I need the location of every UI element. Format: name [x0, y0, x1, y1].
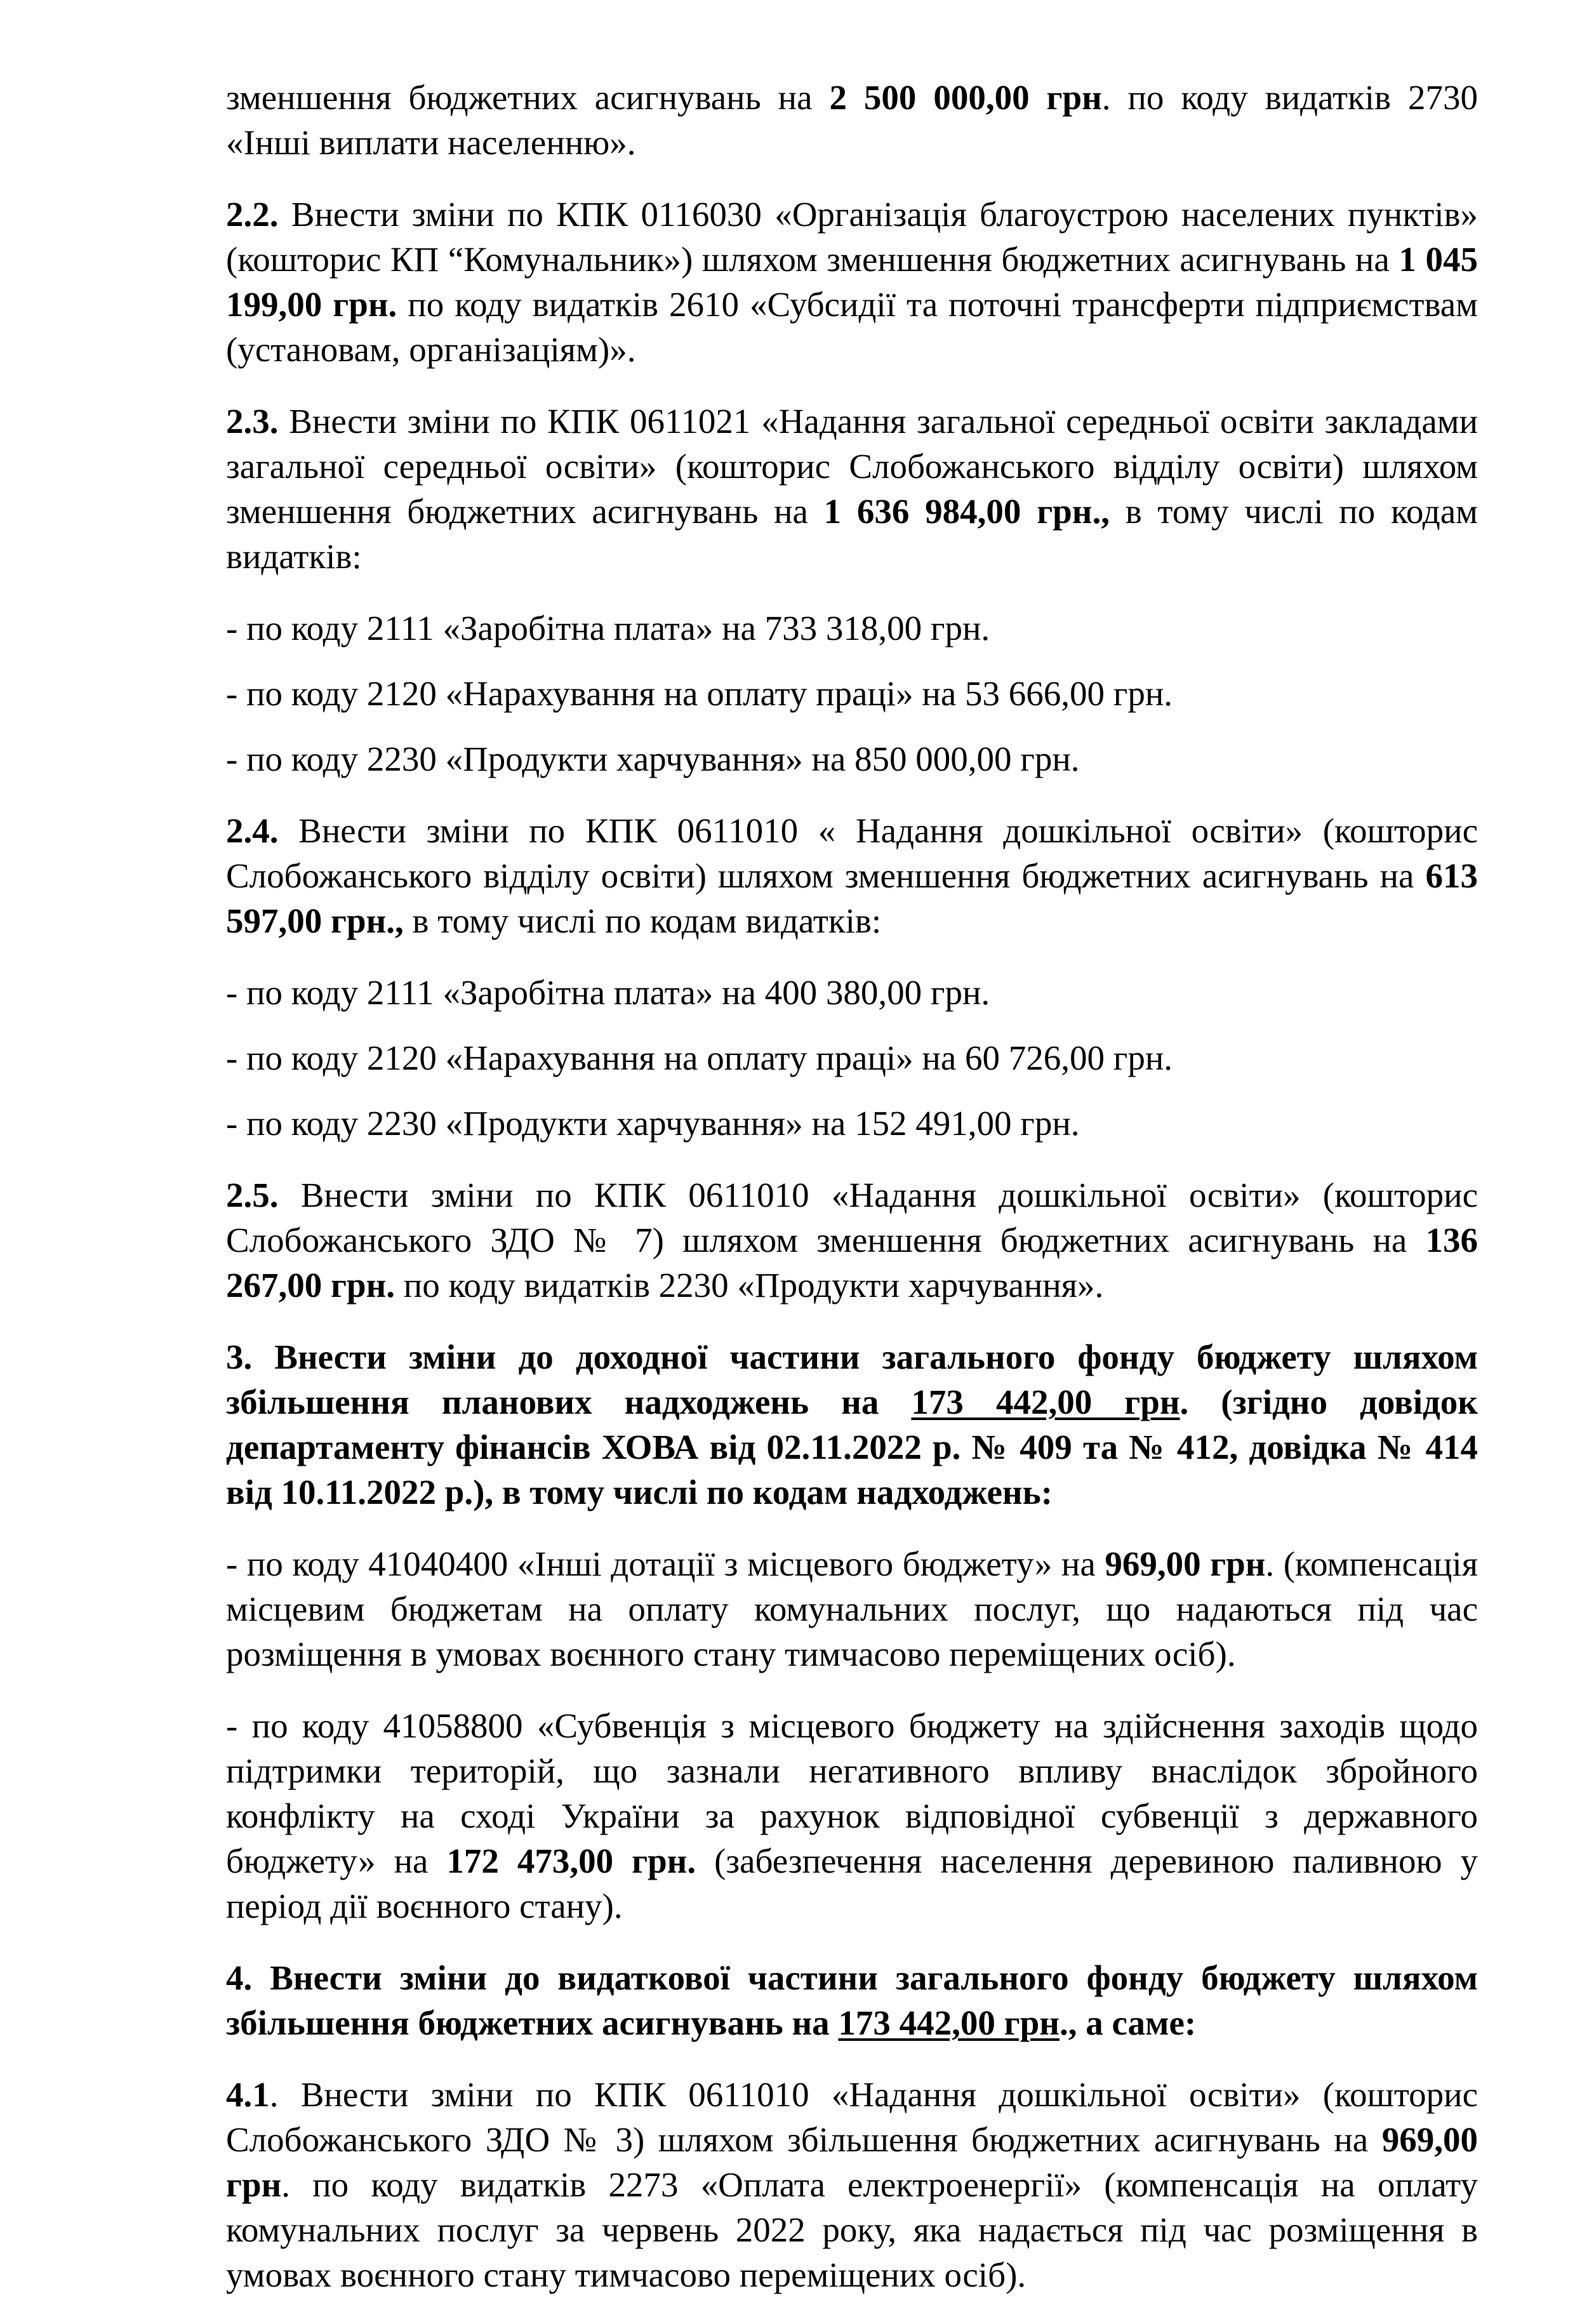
- text-run: . (компенсація місцевим бюджетам на оплату комунальних послуг, що надаються під час розміщення в умовах воєнного стану тимчасово переміщених осіб).: [226, 1544, 1478, 1673]
- text-run: - по коду 2120 «Нарахування на оплату праці» на 60 726,00 грн.: [226, 1039, 1173, 1077]
- paragraph: [226, 1101, 1478, 1146]
- text-run: - по коду 2230 «Продукти харчування» на 850 000,00 грн.: [226, 740, 1080, 778]
- bold-text: . (згідно довідок департаменту фінансів ХОВА від 02.11.2022 р. № 409 та № 412, довідка № 414 від 10.11.2022 р.), в тому числі по кодам надходжень:: [226, 1383, 1478, 1511]
- text-run: зменшення бюджетних асигнувань на: [226, 78, 830, 117]
- text-run: по коду видатків 2610 «Субсидії та поточні трансферти підприємствам (установам, організаціям)».: [226, 285, 1478, 369]
- paragraph: [226, 1955, 1478, 2045]
- text-run: в тому числі по кодам видатків:: [226, 492, 1478, 576]
- text-run: в тому числі по кодам видатків:: [403, 901, 882, 940]
- bold-text: 3. Внести зміни до доходної частини загального фонду бюджету шляхом збільшення планових надходжень на: [226, 1338, 1478, 1421]
- bold-text: 2 500 000,00 грн: [829, 78, 1102, 117]
- bold-text: ., а саме:: [1059, 2003, 1197, 2042]
- text-run: - по коду 2111 «Заробітна плата» на 733 318,00 грн.: [226, 609, 990, 647]
- bold-text: 1 045 199,00 грн.: [226, 240, 1479, 324]
- text-run: . Внести зміни по КПК 0611010 «Надання дошкільної освіти» (кошторис Слобожанського ЗДО № 3) шляхом збільшення бюджетних асигнувань на: [226, 2075, 1478, 2159]
- paragraph: [226, 736, 1478, 781]
- text-run: Внести зміни по КПК 0611021 «Надання загальної середньої освіти закладами загальної середньої освіти» (кошторис Слобожанського відділу освіти) шляхом зменшення бюджетних асигнувань на: [226, 402, 1478, 531]
- bold-text: 1 636 984,00 грн.,: [823, 492, 1110, 531]
- paragraph: [226, 399, 1478, 579]
- text-run: (забезпечення населення деревиною паливною у період дії воєнного стану).: [226, 1842, 1478, 1925]
- text-run: . по коду видатків 2730 «Інші виплати населенню».: [226, 78, 1478, 162]
- paragraph: [226, 75, 1478, 165]
- text-run: . по коду видатків 2273 «Оплата електроенергії» (компенсація на оплату комунальних послуг за червень 2022 року, яка надається під час розміщення в умовах воєнного стану тимчасово переміщених осіб).: [226, 2165, 1478, 2294]
- paragraph: [226, 1541, 1478, 1677]
- bold-text: 173 442,00 грн: [911, 1383, 1180, 1421]
- bold-text: 2.2.: [226, 195, 279, 234]
- text-run: - по коду 41040400 «Інші дотації з місцевого бюджету» на: [226, 1544, 1105, 1583]
- paragraph: [226, 808, 1478, 943]
- paragraph: [226, 1703, 1478, 1929]
- text-run: по коду видатків 2230 «Продукти харчування».: [395, 1266, 1104, 1305]
- text-run: Внести зміни по КПК 0116030 «Організація благоустрою населених пунктів» (кошторис КП “Комунальник») шляхом зменшення бюджетних асигнувань на: [226, 195, 1478, 279]
- list-item: [226, 970, 1478, 1015]
- bold-text: 173 442,00 грн: [838, 2003, 1060, 2042]
- text-run: - по коду 2111 «Заробітна плата» на 400 380,00 грн.: [226, 973, 990, 1012]
- bold-text: 2.4.: [226, 811, 279, 850]
- paragraph: [226, 2072, 1478, 2297]
- bold-text: 969,00 грн: [226, 2120, 1478, 2204]
- list-item: [226, 1035, 1478, 1080]
- text-run: - по коду 41058800 «Субвенція з місцевого бюджету на здійснення заходів щодо підтримки територій, що зазнали негативного впливу внаслідок збройного конфлікту на сході України за рахунок відповідної субвенції з державного бюджету» на: [226, 1706, 1478, 1880]
- bold-text: 172 473,00 грн.: [446, 1842, 696, 1880]
- list-item: [226, 671, 1478, 716]
- paragraph: [226, 1172, 1478, 1308]
- list-item: [226, 606, 1478, 651]
- document-page: [226, 75, 1478, 2324]
- text-run: - по коду 2120 «Нарахування на оплату праці» на 53 666,00 грн.: [226, 674, 1173, 713]
- paragraph: [226, 1334, 1478, 1515]
- bold-text: 2.3.: [226, 402, 279, 441]
- paragraph: [226, 192, 1478, 372]
- bold-text: 136 267,00 грн.: [226, 1221, 1478, 1305]
- bold-text: 4.1: [226, 2075, 270, 2114]
- bold-text: 613 597,00 грн.,: [226, 856, 1478, 940]
- bold-text: 4. Внести зміни до видаткової частини загального фонду бюджету шляхом збільшення бюджетних асигнувань на: [226, 1958, 1478, 2042]
- bold-text: 2.5.: [226, 1176, 279, 1214]
- bold-text: 969,00 грн: [1105, 1544, 1266, 1583]
- text-run: Внести зміни по КПК 0611010 « Надання дошкільної освіти» (кошторис Слобожанського відділу освіти) шляхом зменшення бюджетних асигнувань на: [226, 811, 1478, 895]
- text-run: - по коду 2230 «Продукти харчування» на 152 491,00 грн.: [226, 1104, 1080, 1143]
- text-run: Внести зміни по КПК 0611010 «Надання дошкільної освіти» (кошторис Слобожанського ЗДО № 7) шляхом зменшення бюджетних асигнувань на: [226, 1176, 1478, 1259]
